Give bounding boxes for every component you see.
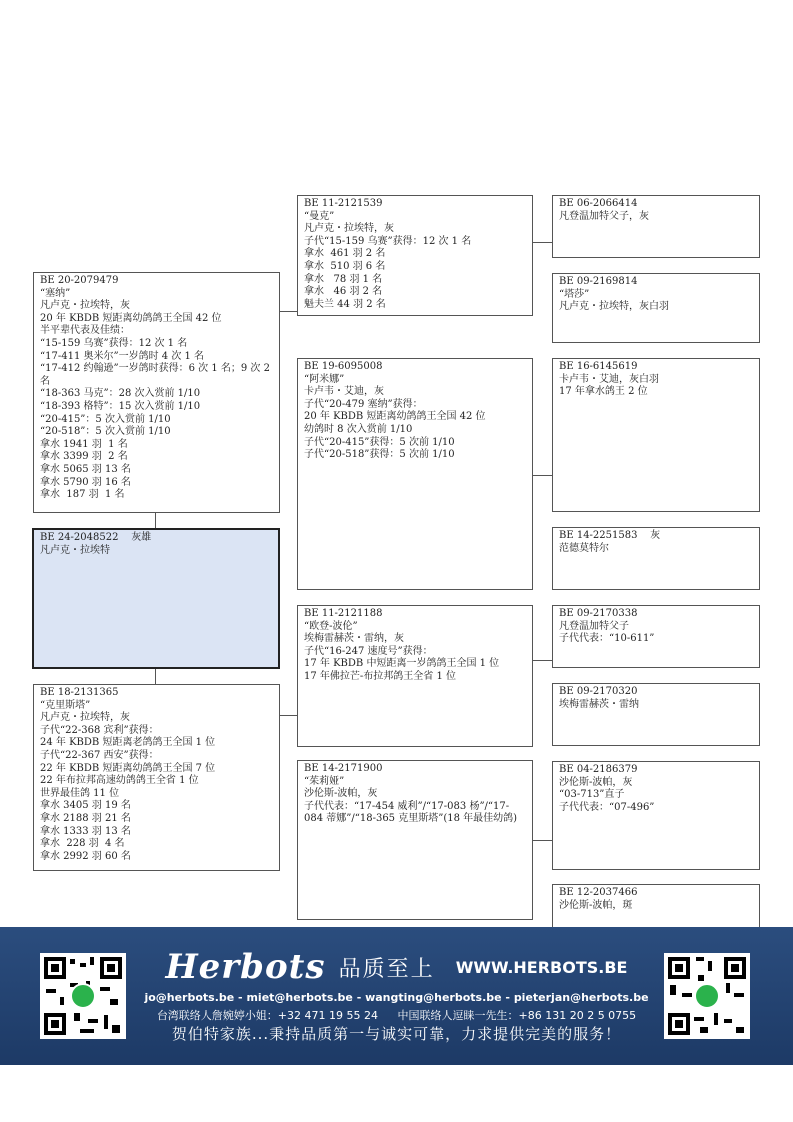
pedigree-line: 子代“22-367 西安”获得： bbox=[40, 749, 159, 761]
ring-number: BE 04-2186379 bbox=[559, 764, 638, 775]
pedigree-line: 拿水 46 羽 2 名 bbox=[304, 286, 383, 298]
pedigree-line: 子代“20-415”获得：5 次前 1/10 bbox=[304, 436, 455, 448]
pedigree-line: 拿水 228 羽 4 名 bbox=[40, 838, 125, 850]
pedigree-line: 22 年 KBDB 短距离幼鸽鸽王全国 7 位 bbox=[40, 762, 216, 774]
pedigree-line: 拿水 1941 羽 1 名 bbox=[40, 438, 128, 450]
pedigree-line: 17 年拿水鸽王 2 位 bbox=[559, 386, 648, 398]
connector bbox=[533, 840, 552, 841]
pedigree-line: 拿水 3399 羽 2 名 bbox=[40, 451, 128, 463]
pedigree-line: 24 年 KBDB 短距离老鸽鸽王全国 1 位 bbox=[40, 737, 216, 749]
pedigree-line: 22 年布拉邦高速幼鸽鸽王全省 1 位 bbox=[40, 775, 199, 787]
pedigree-line: 子代代表：“17-454 威利”/“17-083 杨”/“17-084 蒂娜”/“18-365 克里斯塔”(18 年最佳幼鸽) bbox=[304, 800, 518, 825]
brand-logo: Herbots bbox=[165, 947, 326, 987]
sire-sire-card bbox=[297, 195, 533, 316]
pedigree-line: “阿米娜” bbox=[304, 373, 345, 385]
pedigree-line: 拿水 461 羽 2 名 bbox=[304, 248, 386, 260]
sire-card bbox=[33, 272, 280, 513]
pedigree-line: 世界最佳鸽 11 位 bbox=[40, 787, 120, 799]
pedigree-line: 魁夫兰 44 羽 2 名 bbox=[304, 298, 386, 310]
brand-slogan: 品质至上 bbox=[338, 956, 435, 982]
pedigree-line: 17 年 KBDB 中短距离一岁鸽鸽王全国 1 位 bbox=[304, 658, 500, 670]
ring-number: BE 14-2251583 灰 bbox=[559, 530, 661, 541]
pedigree-line: 埃梅雷赫茨・雷纳，灰 bbox=[304, 633, 404, 645]
ss-dam-card bbox=[552, 273, 760, 343]
subject-card bbox=[32, 528, 280, 669]
pedigree-line: 拿水 3405 羽 19 名 bbox=[40, 800, 131, 812]
ds-dam-card bbox=[552, 683, 760, 746]
subject-owner: 凡卢克・拉埃特 bbox=[40, 544, 110, 556]
dam-sire-card bbox=[297, 605, 533, 747]
ring-number: BE 11-2121188 bbox=[304, 608, 383, 619]
pedigree-line: 凡卢克・拉埃特，灰 bbox=[304, 223, 394, 235]
pedigree-line: “18-393 格特”：15 次入赏前 1/10 bbox=[40, 400, 201, 412]
pedigree-line: 17 年佛拉芒-布拉邦鸽王全省 1 位 bbox=[304, 670, 457, 682]
pedigree-line: 拿水 1333 羽 13 名 bbox=[40, 825, 131, 837]
sd-sire-card bbox=[552, 358, 760, 512]
pedigree-line: 沙伦斯-波帕，斑 bbox=[559, 899, 633, 911]
connector bbox=[155, 513, 156, 528]
ring-number: BE 09-2170320 bbox=[559, 686, 638, 697]
pedigree-line: 子代代表：“10-611” bbox=[559, 633, 655, 645]
connector bbox=[155, 668, 156, 684]
ring-number: BE 14-2171900 bbox=[304, 763, 383, 774]
pedigree-line: 幼鸽时 8 次入赏前 1/10 bbox=[304, 423, 413, 435]
pedigree-line: “03-713”直子 bbox=[559, 789, 625, 801]
website-link[interactable]: WWW.HERBOTS.BE bbox=[455, 957, 628, 977]
pedigree-line: 凡登温加特父子，灰 bbox=[559, 210, 649, 222]
connector bbox=[280, 715, 297, 716]
subject-color: 灰雄 bbox=[131, 532, 152, 543]
pedigree-line: 子代代表：“07-496” bbox=[559, 801, 655, 813]
pedigree-line: “塔莎” bbox=[559, 288, 590, 300]
pedigree-line: “17-411 奥米尔”一岁鸽时 4 次 1 名 bbox=[40, 350, 205, 362]
pedigree-line: 子代“15-159 乌赛”获得：12 次 1 名 bbox=[304, 235, 472, 247]
dam-dam-card bbox=[297, 760, 533, 920]
pedigree-line: 凡卢克・拉埃特，灰白羽 bbox=[559, 301, 669, 313]
pedigree-line: 埃梅雷赫茨・雷纳 bbox=[559, 698, 639, 710]
ring-number: BE 12-2037466 bbox=[559, 887, 638, 898]
pedigree-line: 卡卢韦・艾迪，灰白羽 bbox=[559, 373, 659, 385]
ring-number: BE 11-2121539 bbox=[304, 198, 383, 209]
pedigree-line: 凡卢克・拉埃特，灰 bbox=[40, 300, 130, 312]
pedigree-line: 半平辈代表及佳绩： bbox=[40, 325, 130, 337]
pedigree-line: 范德莫特尔 bbox=[559, 542, 609, 554]
ring-number: BE 19-6095008 bbox=[304, 361, 383, 372]
contact-china: 中国联络人逗睐一先生：+86 131 20 2 5 0755 bbox=[397, 1009, 637, 1022]
dd-sire-card bbox=[552, 761, 760, 870]
ring-number: BE 09-2169814 bbox=[559, 276, 638, 287]
pedigree-line: 凡登温加特父子 bbox=[559, 620, 629, 632]
pedigree-line: “茱莉娅” bbox=[304, 775, 345, 787]
ring-number: BE 20-2079479 bbox=[40, 275, 119, 286]
ring-number: BE 18-2131365 bbox=[40, 687, 119, 698]
pedigree-line: 子代“16-247 速度号”获得： bbox=[304, 645, 433, 657]
pedigree-line: 20 年 KBDB 短距离幼鸽鸽王全国 42 位 bbox=[304, 411, 486, 423]
pedigree-line: 子代“20-518”获得：5 次前 1/10 bbox=[304, 449, 455, 461]
pedigree-line: 拿水 2992 羽 60 名 bbox=[40, 850, 131, 862]
pedigree-line: 拿水 5790 羽 16 名 bbox=[40, 476, 131, 488]
contact-taiwan: 台湾联络人詹婉婷小姐：+32 471 19 55 24 bbox=[156, 1009, 378, 1022]
connector bbox=[533, 242, 552, 243]
pedigree-line: “20-518”：5 次入赏前 1/10 bbox=[40, 426, 171, 438]
footer-banner bbox=[0, 927, 793, 1065]
pedigree-line: 子代“22-368 宾利”获得： bbox=[40, 724, 159, 736]
email-list[interactable]: jo@herbots.be - miet@herbots.be - wangting@herbots.be - pieterjan@herbots.be bbox=[144, 991, 649, 1004]
connector bbox=[280, 311, 297, 312]
pedigree-line: “曼克” bbox=[304, 210, 335, 222]
pedigree-line: 20 年 KBDB 短距离幼鸽鸽王全国 42 位 bbox=[40, 312, 222, 324]
pedigree-line: 拿水 78 羽 1 名 bbox=[304, 273, 383, 285]
pedigree-line: 拿水 5065 羽 13 名 bbox=[40, 463, 131, 475]
pedigree-line: 子代“20-479 塞纳”获得： bbox=[304, 398, 423, 410]
pedigree-line: “17-412 约翰逊”一岁鸽时获得：6 次 1 名；9 次 2 名 bbox=[40, 363, 274, 387]
pedigree-line: “18-363 马克”：28 次入赏前 1/10 bbox=[40, 388, 201, 400]
pedigree-line: “15-159 乌赛”获得：12 次 1 名 bbox=[40, 337, 188, 349]
pedigree-line: 沙伦斯-波帕，灰 bbox=[304, 788, 378, 800]
pedigree-line: “克里斯塔” bbox=[40, 699, 91, 711]
sd-dam-card bbox=[552, 527, 760, 590]
pedigree-line: 拿水 2188 羽 21 名 bbox=[40, 812, 131, 824]
footer-tagline: 贺伯特家族...秉持品质第一与诚实可靠，力求提供完美的服务！ bbox=[171, 1025, 622, 1043]
pedigree-line: 卡卢韦・艾迪，灰 bbox=[304, 386, 384, 398]
connector bbox=[533, 475, 552, 476]
dam-card bbox=[33, 684, 280, 871]
pedigree-line: 拿水 510 羽 6 名 bbox=[304, 260, 386, 272]
ring-number: BE 16-6145619 bbox=[559, 361, 638, 372]
ring-number: BE 06-2066414 bbox=[559, 198, 638, 209]
brand-row bbox=[0, 947, 793, 987]
ss-sire-card bbox=[552, 195, 760, 258]
pedigree-line: “欧登-波伦” bbox=[304, 620, 358, 632]
pedigree-line: 拿水 187 羽 1 名 bbox=[40, 489, 125, 501]
pedigree-line: “20-415”：5 次入赏前 1/10 bbox=[40, 413, 171, 425]
ring-number: BE 09-2170338 bbox=[559, 608, 638, 619]
pedigree-line: 凡卢克・拉埃特，灰 bbox=[40, 712, 130, 724]
sire-dam-card bbox=[297, 358, 533, 590]
contact-list bbox=[0, 1007, 793, 1023]
pedigree-line: 沙伦斯-波帕，灰 bbox=[559, 776, 633, 788]
connector bbox=[533, 660, 552, 661]
pedigree-line: “塞纳” bbox=[40, 287, 71, 299]
ds-sire-card bbox=[552, 605, 760, 668]
subject-ring: BE 24-2048522 bbox=[40, 532, 119, 543]
